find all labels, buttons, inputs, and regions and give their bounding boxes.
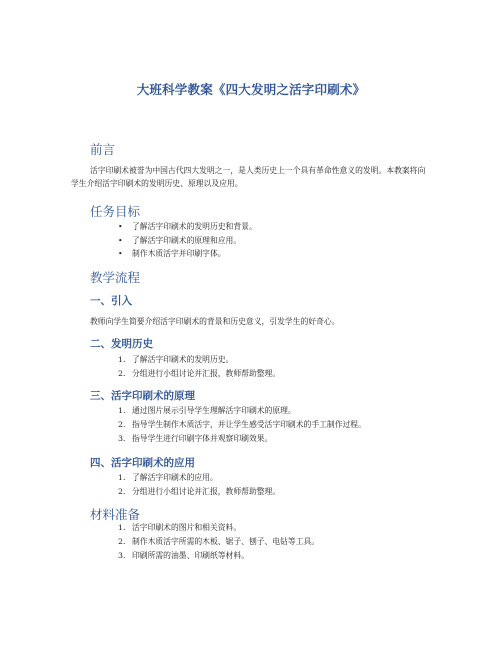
list-item: • 了解活字印刷术的发明历史和背景。 <box>118 220 257 234</box>
list-item: 3. 指导学生进行印刷字体并观察印刷效果。 <box>118 434 273 443</box>
list-item: 1. 了解活字印刷术的应用。 <box>118 473 218 482</box>
process-heading: 教学流程 <box>90 270 141 285</box>
application-list <box>118 471 280 499</box>
bullet-icon: • <box>118 235 123 245</box>
bullet-icon: • <box>118 222 123 231</box>
preface-heading: 前言 <box>90 142 116 157</box>
list-item: 2. 分组进行小组讨论并汇报，教师帮助整理。 <box>118 487 281 496</box>
list-item: 2. 指导学生制作木质活字，并让学生感受活字印刷术的手工制作过程。 <box>118 420 366 429</box>
list-item: • 制作木质活字并印刷字体。 <box>118 247 257 261</box>
bullet-icon: • <box>118 249 123 258</box>
list-item: 3. 印刷所需的油墨、印刷纸等材料。 <box>118 551 249 560</box>
principle-list <box>118 404 366 446</box>
list-item: 2. 制作木质活字所需的木板、锯子、刨子、电钻等工具。 <box>118 537 320 546</box>
list-item: 1. 了解活字印刷术的发明历史。 <box>118 355 234 364</box>
document-title: 大班科学教案《四大发明之活字印刷术》 <box>136 82 366 97</box>
list-item: 1. 通过图片展示引导学生理解活字印刷术的原理。 <box>118 406 296 415</box>
list-item: 1. 活字印刷术的图片和相关资料。 <box>118 523 242 532</box>
list-item: 2. 分组进行小组讨论并汇报，教师帮助整理。 <box>118 369 281 378</box>
intro-heading: 一、引入 <box>90 295 132 307</box>
intro-paragraph: 教师向学生简要介绍活字印刷术的背景和历史意义，引发学生的好奇心。 <box>90 317 340 326</box>
application-heading: 四、活字印刷术的应用 <box>90 457 195 469</box>
list-item: • 了解活字印刷术的原理和应用。 <box>118 234 257 248</box>
goals-heading: 任务目标 <box>90 204 141 219</box>
history-heading: 二、发明历史 <box>90 338 153 350</box>
materials-heading: 材料准备 <box>90 507 141 522</box>
principle-heading: 三、活字印刷术的原理 <box>90 390 195 402</box>
preface-paragraph: 活字印刷术被誉为中国古代四大发明之一，是人类历史上一个具有革命性意义的发明。本教案将向学生介绍活字印刷术的发明历史、原理以及应用。 <box>71 166 426 188</box>
goals-list <box>118 220 257 261</box>
history-list <box>118 353 280 381</box>
materials-list <box>118 521 319 563</box>
